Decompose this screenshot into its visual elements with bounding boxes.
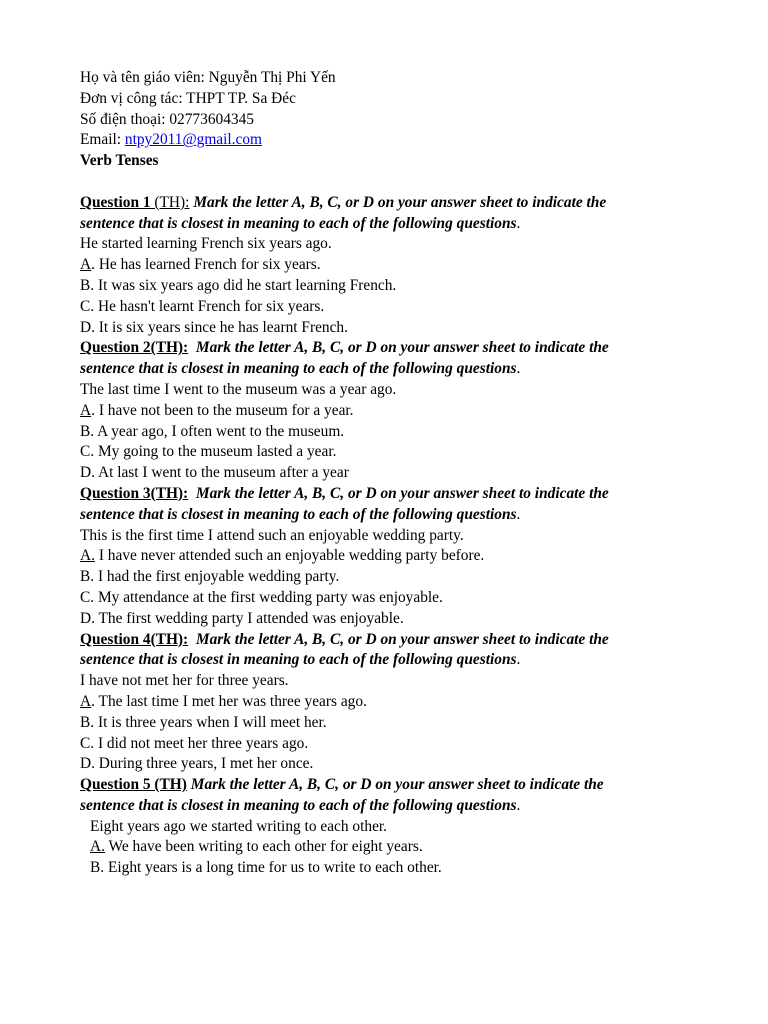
option-a [80, 255, 700, 276]
option-letter: A. [90, 838, 105, 856]
option-d: D. At last I went to the museum after a year [80, 464, 349, 482]
option-c: C. I did not meet her three years ago. [80, 734, 309, 752]
question-label: Question 5 [80, 776, 151, 794]
question-instruction: Mark the letter A, B, C, or D on your answer sheet to indicate the [195, 484, 609, 502]
instruction-text: sentence that is closest in meaning to each of the following questions [80, 360, 517, 378]
blank-line [80, 172, 700, 193]
option-text: I have never attended such an enjoyable wedding party before. [94, 547, 485, 565]
question-block [80, 630, 700, 776]
option-letter: A [80, 692, 92, 710]
email-link[interactable]: ntpy2011@gmail.com [124, 131, 263, 149]
option-letter: A [80, 256, 92, 274]
email-label: Email: [80, 131, 125, 149]
question-instruction-cont: sentence that is closest in meaning to each of the following questions. [80, 796, 521, 814]
instruction-text: sentence that is closest in meaning to each of the following questions [80, 214, 517, 232]
work-unit: Đơn vị công tác: THPT TP. Sa Đéc [80, 89, 296, 107]
question-instruction-cont: sentence that is closest in meaning to each of the following questions. [80, 214, 521, 232]
option-b: B. Eight years is a long time for us to write to each other. [90, 859, 442, 877]
instruction-text: sentence that is closest in meaning to each of the following questions [80, 505, 517, 523]
question-prompt: The last time I went to the museum was a year ago. [80, 380, 397, 398]
option-d: D. During three years, I met her once. [80, 755, 314, 773]
option-a [80, 401, 700, 422]
question-tag: (TH): [150, 484, 189, 502]
option-c: C. He hasn't learnt French for six years. [80, 297, 325, 315]
question-label: Question 3 [80, 484, 151, 502]
question-block [80, 484, 700, 630]
question-heading [80, 338, 700, 359]
question-instruction-cont: sentence that is closest in meaning to each of the following questions. [80, 505, 521, 523]
option-letter: A. [80, 547, 95, 565]
teacher-name: Họ và tên giáo viên: Nguyễn Thị Phi Yến [80, 69, 336, 86]
option-c: C. My attendance at the first wedding party was enjoyable. [80, 588, 443, 606]
question-prompt: This is the first time I attend such an enjoyable wedding party. [80, 526, 464, 544]
question-block [80, 193, 700, 339]
question-instruction: Mark the letter A, B, C, or D on your answer sheet to indicate the [195, 630, 609, 648]
question-prompt: He started learning French six years ago. [80, 235, 332, 253]
option-text: We have been writing to each other for eight years. [104, 838, 423, 856]
question-block [80, 338, 700, 484]
question-tag: (TH): [150, 339, 189, 357]
option-text: . The last time I met her was three years ago. [91, 692, 367, 710]
question-prompt: I have not met her for three years. [80, 672, 289, 690]
question-instruction: Mark the letter A, B, C, or D on your answer sheet to indicate the [190, 776, 604, 794]
question-heading [80, 193, 700, 214]
option-letter: A [80, 401, 92, 419]
option-b: B. I had the first enjoyable wedding party. [80, 568, 340, 586]
question-instruction-cont: sentence that is closest in meaning to each of the following questions. [80, 651, 521, 669]
option-b: B. It was six years ago did he start learning French. [80, 276, 397, 294]
instruction-text: sentence that is closest in meaning to each of the following questions [80, 796, 517, 814]
question-label: Question 4 [80, 630, 151, 648]
option-a [80, 837, 700, 858]
question-tag: (TH): [150, 193, 190, 211]
option-d: D. It is six years since he has learnt French. [80, 318, 348, 336]
email-line [80, 130, 700, 151]
instruction-text: sentence that is closest in meaning to each of the following questions [80, 651, 517, 669]
question-heading [80, 630, 700, 651]
question-label: Question 1 [80, 193, 151, 211]
question-instruction-cont: sentence that is closest in meaning to each of the following questions. [80, 360, 521, 378]
topic-title: Verb Tenses [80, 152, 159, 170]
question-instruction: Mark the letter A, B, C, or D on your answer sheet to indicate the [195, 339, 609, 357]
option-d: D. The first wedding party I attended was enjoyable. [80, 609, 404, 627]
option-b: B. It is three years when I will meet her. [80, 713, 327, 731]
question-tag: (TH): [150, 630, 189, 648]
option-a [80, 692, 700, 713]
question-instruction: Mark the letter A, B, C, or D on your answer sheet to indicate the [193, 193, 607, 211]
option-text: . He has learned French for six years. [91, 256, 321, 274]
question-tag: (TH) [150, 776, 187, 794]
question-label: Question 2 [80, 339, 151, 357]
question-heading [80, 775, 700, 796]
option-b: B. A year ago, I often went to the museum. [80, 422, 345, 440]
question-block [80, 775, 700, 879]
question-prompt: Eight years ago we started writing to each other. [90, 817, 388, 835]
document-page [80, 68, 700, 879]
option-text: . I have not been to the museum for a year. [91, 401, 354, 419]
option-a [80, 546, 700, 567]
question-heading [80, 484, 700, 505]
option-c: C. My going to the museum lasted a year. [80, 443, 337, 461]
phone-number: Số điện thoại: 02773604345 [80, 110, 254, 128]
